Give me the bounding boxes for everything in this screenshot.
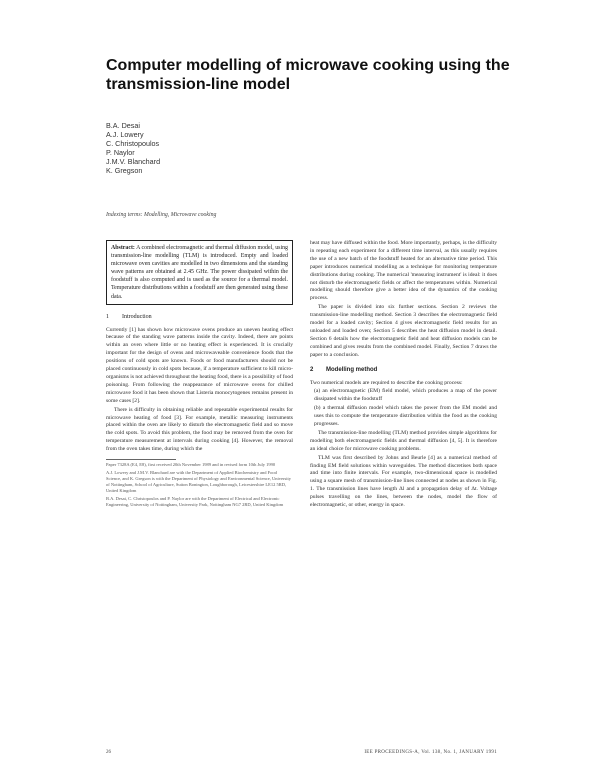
author-name: A.J. Lowery (106, 130, 144, 139)
footnote-affiliation: A.J. Lowery and J.M.V. Blanchard are with the Department of Applied Biochemistry and Food Science, and K. Gregson is with the Department of Physiology and Environmental Science, University of Nottingham, School of Agriculture, Sutton Bonington, Loughborough, Leicestershire LE12 5RD, United Kingdom (106, 469, 291, 493)
abstract-box (106, 240, 293, 305)
section-number: 2 (310, 366, 314, 373)
author-list (106, 121, 160, 175)
abstract-text: A combined electromagnetic and thermal diffusion model, using transmission-line modelling (TLM) is introduced. Empty and loaded microwave oven cavities are modelled in two dimensions and the standing wave patterns are obtained at 2.45 GHz. The power dissipated within the foodstuff is also computed and is used as the source for a thermal model. Temperature distributions within a foodstuff are then generated using these data. (111, 245, 288, 300)
section-heading-introduction (106, 314, 293, 322)
paper-title: Computer modelling of microwave cooking using the transmission-line model (106, 57, 510, 93)
page-number: 26 (106, 750, 111, 755)
footnote-paper-info: Paper 7328A (E4, E8), first received 20th November 1989 and in revised form 10th July 1990 (106, 462, 276, 468)
body-paragraph: Two numerical models are required to describe the cooking process: (310, 379, 463, 386)
author-name: P. Naylor (106, 148, 135, 157)
section-heading-modelling-method (310, 367, 497, 375)
body-paragraph: There is difficulty in obtaining reliable and repeatable experimental results for microwave heating of food [3]. For example, metallic measuring instruments placed within the oven are likely to disturb the electromagnetic field and so move the cold spots. To avoid this problem, the food may be removed from the oven for temperature measurement at intervals during cooking [4]. However, the removal from the oven takes time, during which the (106, 406, 293, 453)
footnote-rule (106, 459, 176, 460)
list-item: (a) an electromagnetic (EM) field model, which produces a map of the power dissipated within the foodstuff (314, 388, 497, 403)
body-paragraph: heat may have diffused within the food. More importantly, perhaps, is the difficulty in repeating each experiment for a different time interval, as this usually requires the use of a new batch of the foodstuff heated for an alternative time period. This paper introduces numerical modelling as a technique for monitoring temperature distributions during cooking. The numerical 'measuring instrument' is ideal: it does not disturb the electromagnetic fields or affect the temperatures within. Numerical modelling should therefore give a better idea of the dynamics of the cooking process. (310, 240, 497, 302)
section-number: 1 (106, 313, 109, 320)
author-name: C. Christopoulos (106, 139, 160, 148)
left-column (106, 240, 293, 509)
author-name: J.M.V. Blanchard (106, 157, 161, 166)
body-paragraph: The paper is divided into six further sections. Section 2 reviews the transmission-line modelling method. Section 3 describes the electromagnetic field model for a loaded cavity; Section 4 gives electromagnetic field results for an unloaded and loaded oven; Section 5 describes the heat diffusion model in detail. Section 6 details how the electromagnetic field and heat diffusion models can be combined and gives results from the combined model. Finally, Section 7 draws the paper to a conclusion. (310, 304, 497, 358)
section-title: Modelling method (326, 366, 378, 373)
abstract-label: Abstract: (111, 245, 135, 251)
author-name: B.A. Desai (106, 121, 140, 130)
author-name: K. Gregson (106, 166, 143, 175)
right-column (310, 240, 497, 511)
indexing-terms: Indexing terms: Modelling, Microwave cooking (106, 212, 217, 218)
footnote-block (106, 459, 293, 507)
running-footer: IEE PROCEEDINGS-A, Vol. 138, No. 1, JANUARY 1991 (364, 750, 497, 755)
footnote-affiliation: B.A. Desai, C. Christopoulos and P. Naylor are with the Department of Electrical and Electronic Engineering, University of Nottingham, University Park, Nottingham NG7 2RD, United Kingdom (106, 495, 284, 507)
body-paragraph: Currently [1] has shown how microwave ovens produce an uneven heating effect because of the standing wave patterns inside the cavity. Indeed, there are points within an oven where little or no heating effect is experienced. It is crucially important for the design of ovens and microwaveable convenience foods that the positions of cold spots are known. Foods or food manufacturers should not be placed continuously in cold spots because, if a temperature sufficient to kill micro-organisms is not achieved throughout the heating food, there is a possibility of food poisoning. From following the reappearance of microwave ovens for chilled microwave food it has been shown that Listeria monocytogenes remains present in some cases [2]. (106, 326, 293, 404)
body-paragraph: TLM was first described by Johns and Beurle [4] as a numerical method of finding EM field solutions within waveguides. The method discretises both space and time into finite intervals. For example, two-dimensional space is modelled using a square mesh of transmission-line lines connected at nodes as shown in Fig. 1. The transmission lines have length Δl and a propagation delay of Δt. Voltage pulses travelling on the lines, between the nodes, model the flow of electromagnetic, or other, energy in space. (310, 454, 497, 509)
section-title: Introduction (122, 313, 152, 320)
body-paragraph: The transmission-line modelling (TLM) method provides simple algorithms for modelling both electromagnetic fields and thermal diffusion [4, 5]. It is therefore an ideal choice for microwave cooking problems. (310, 429, 497, 452)
list-item: (b) a thermal diffusion model which takes the power from the EM model and uses this to compute the temperature distribution within the food as the cooking progresses. (314, 405, 497, 428)
